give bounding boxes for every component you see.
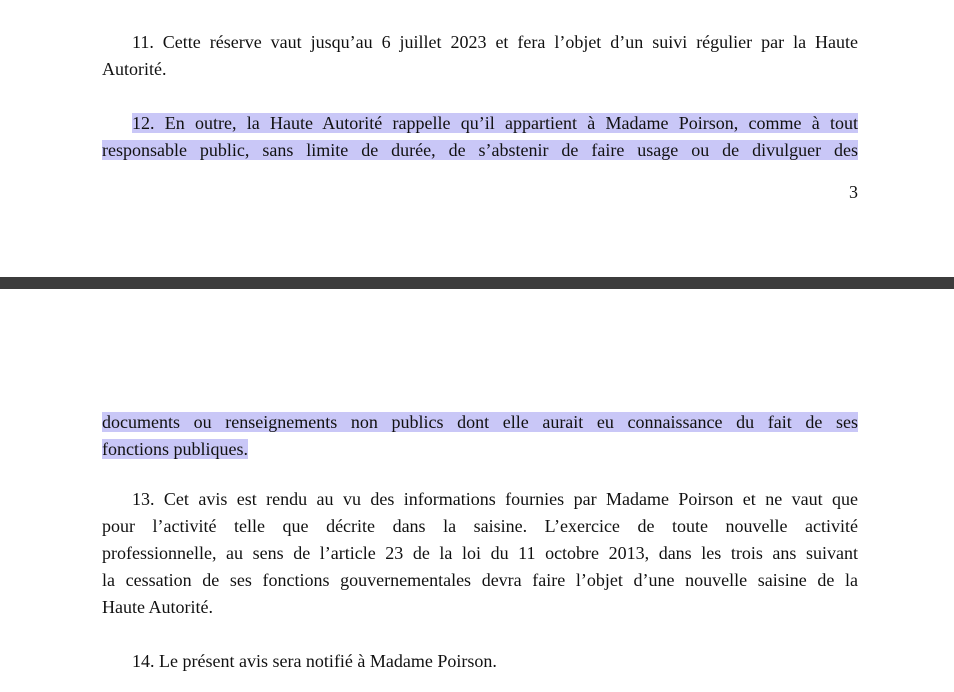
- paragraph-13-line-4: la cessation de ses fonctions gouvernementales devra faire l’objet d’une nouvelle saisine de la: [102, 570, 858, 590]
- paragraph-12-line-2[interactable]: [102, 137, 858, 164]
- document-page-4: [0, 289, 954, 692]
- paragraph-12-line-1[interactable]: [102, 110, 858, 137]
- selected-text[interactable]: responsable public, sans limite de durée, de s’abstenir de faire usage ou de divulguer des: [102, 140, 858, 160]
- paragraph-14: [102, 648, 858, 675]
- paragraph-12[interactable]: [102, 110, 858, 164]
- paragraph-13-line-5: Haute Autorité.: [102, 597, 213, 617]
- selected-text[interactable]: 12. En outre, la Haute Autorité rappelle qu’il appartient à Madame Poirson, comme à tout: [132, 113, 858, 133]
- page-separator: [0, 277, 954, 289]
- document-page-3: [0, 0, 954, 277]
- paragraph-13: [102, 486, 858, 621]
- paragraph-12-continued-line-1[interactable]: [102, 409, 858, 436]
- paragraph-11-line-2: Autorité.: [102, 59, 167, 79]
- selected-text[interactable]: documents ou renseignements non publics dont elle aurait eu connaissance du fait de ses: [102, 412, 858, 432]
- paragraph-13-line-2: pour l’activité telle que décrite dans la saisine. L’exercice de toute nouvelle activité: [102, 516, 858, 536]
- paragraph-12-continued-line-2[interactable]: [102, 436, 858, 463]
- paragraph-13-line-1: 13. Cet avis est rendu au vu des informations fournies par Madame Poirson et ne vaut que: [132, 489, 858, 509]
- paragraph-14-line-1: 14. Le présent avis sera notifié à Madame Poirson.: [132, 651, 497, 671]
- paragraph-13-line-3: professionnelle, au sens de l’article 23 de la loi du 11 octobre 2013, dans les trois ans suivant: [102, 543, 858, 563]
- paragraph-11-line-1: 11. Cette réserve vaut jusqu’au 6 juillet 2023 et fera l’objet d’un suivi régulier par la Haute: [132, 32, 858, 52]
- page-number: 3: [849, 182, 858, 202]
- selected-text[interactable]: fonctions publiques.: [102, 439, 248, 459]
- paragraph-12-continued[interactable]: [102, 409, 858, 463]
- paragraph-11: [102, 29, 858, 83]
